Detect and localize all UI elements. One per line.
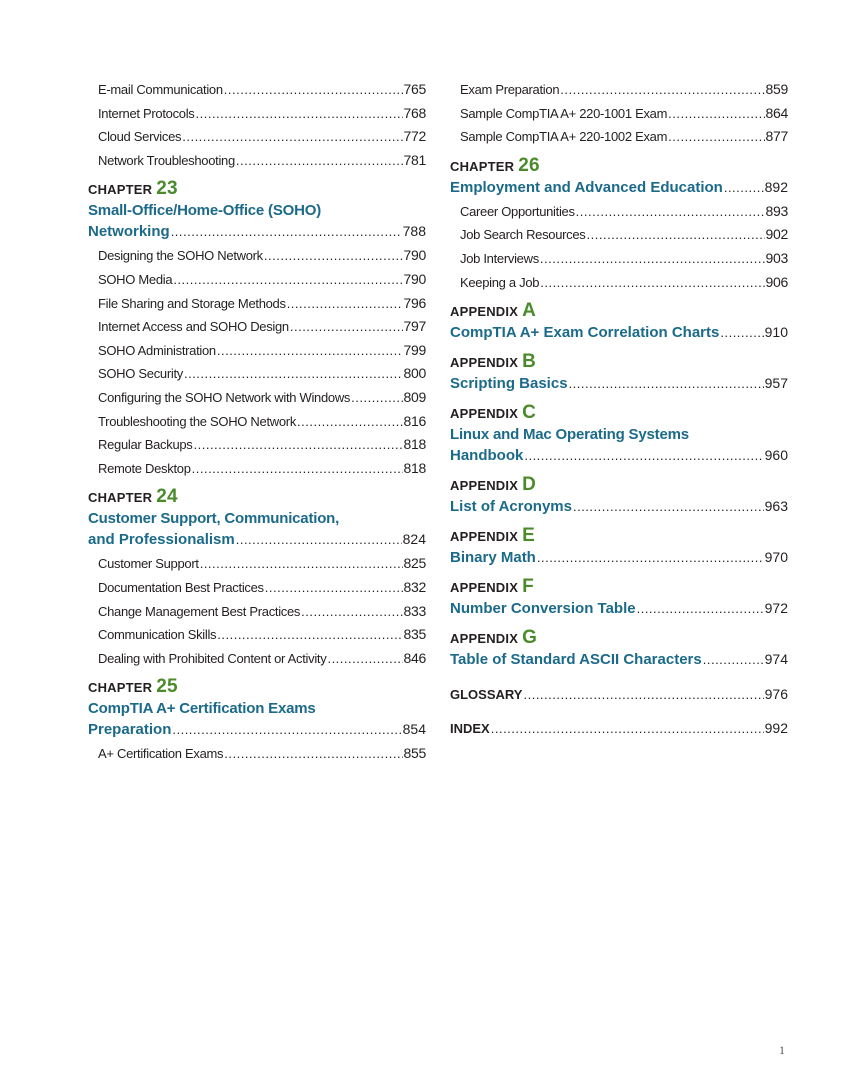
dot-leader: [287, 292, 403, 316]
appendix-title-entry[interactable]: [450, 598, 788, 621]
dot-leader: [703, 649, 764, 670]
entry-page: 765: [403, 81, 426, 97]
dot-leader: [491, 717, 764, 741]
toc-entry[interactable]: [88, 742, 426, 766]
entry-title: Sample CompTIA A+ 220-1002 Exam: [460, 129, 668, 145]
dot-leader: [224, 742, 402, 766]
chapter-24: [88, 486, 426, 670]
entry-page: 781: [403, 151, 426, 168]
index-entry[interactable]: [450, 716, 788, 740]
toc-entry[interactable]: [88, 78, 426, 102]
entry-title: Designing the SOHO Network: [98, 248, 263, 264]
toc-entry[interactable]: [88, 149, 426, 173]
appendix-title: Table of Standard ASCII Characters: [450, 651, 702, 669]
chapter-label: CHAPTER: [450, 158, 515, 174]
toc-entry[interactable]: [450, 78, 788, 102]
appendix-g: [450, 627, 788, 672]
chapter-25: [88, 676, 426, 766]
appendix-c: [450, 402, 788, 468]
dot-leader: [637, 598, 764, 619]
chapter-title: Employment and Advanced Education: [450, 178, 723, 196]
toc-entry[interactable]: [88, 647, 426, 671]
page-number: 1: [779, 1043, 785, 1057]
appendix-title-entry[interactable]: [450, 496, 788, 519]
toc-entry[interactable]: [88, 244, 426, 268]
entry-title: Communication Skills: [98, 627, 217, 643]
entry-page: 877: [765, 128, 788, 145]
dot-leader: [573, 496, 764, 517]
toc-entry[interactable]: [88, 292, 426, 316]
chapter-page: 892: [764, 178, 788, 195]
dot-leader: [265, 576, 403, 600]
entry-title: Job Interviews: [460, 250, 539, 266]
entry-title: Documentation Best Practices: [98, 579, 264, 595]
appendix-heading: [450, 525, 788, 547]
dot-leader: [560, 78, 764, 102]
toc-entry[interactable]: [88, 410, 426, 434]
toc-entry[interactable]: [88, 552, 426, 576]
dot-leader: [182, 125, 402, 149]
toc-entry[interactable]: [88, 457, 426, 481]
toc-entry[interactable]: [450, 125, 788, 149]
entry-page: 772: [403, 128, 426, 145]
dot-leader: [290, 315, 403, 339]
appendix-label: APPENDIX: [450, 406, 519, 422]
appendix-title-entry[interactable]: [450, 322, 788, 345]
appendix-d: [450, 474, 788, 519]
appendix-title-entry[interactable]: [450, 445, 788, 468]
entry-page: 800: [403, 365, 426, 382]
dot-leader: [720, 322, 763, 343]
entry-title: A+ Certification Exams: [98, 746, 224, 762]
appendix-label: APPENDIX: [450, 304, 519, 320]
entry-title: E-mail Communication: [98, 82, 223, 97]
appendix-title-entry[interactable]: [450, 547, 788, 570]
dot-leader: [523, 683, 763, 707]
dot-leader: [224, 78, 403, 102]
appendix-e: [450, 525, 788, 570]
entry-page: 893: [765, 202, 788, 219]
entry-title: Career Opportunities: [460, 203, 575, 219]
appendix-letter: C: [522, 402, 536, 424]
appendix-label: APPENDIX: [450, 478, 519, 494]
appendix-b: [450, 351, 788, 396]
toc-entry[interactable]: [88, 433, 426, 457]
chapter-page: 824: [402, 531, 426, 548]
toc-entry[interactable]: [450, 102, 788, 126]
chapter-title-entry[interactable]: [450, 177, 788, 200]
chapter-label: CHAPTER: [88, 182, 153, 198]
dot-leader: [236, 529, 402, 550]
chapter-title-entry[interactable]: [88, 719, 426, 742]
index-title: INDEX: [450, 721, 490, 737]
entry-title: Exam Preparation: [460, 82, 560, 97]
chapter-title-entry[interactable]: [88, 529, 426, 552]
appendix-a: [450, 300, 788, 345]
dot-leader: [724, 177, 764, 198]
entry-title: Sample CompTIA A+ 220-1001 Exam: [460, 105, 668, 121]
entry-title: Network Troubleshooting: [98, 152, 235, 168]
chapter-title-line[interactable]: Customer Support, Communication,: [88, 510, 340, 528]
toc-entry[interactable]: [88, 576, 426, 600]
appendix-label: APPENDIX: [450, 529, 519, 545]
dot-leader: [236, 149, 403, 173]
appendix-heading: [450, 351, 788, 373]
appendix-letter: D: [522, 474, 536, 496]
entry-title: SOHO Media: [98, 271, 173, 287]
chapter-page: 788: [402, 223, 426, 240]
entry-page: 855: [403, 745, 426, 762]
appendix-title: Binary Math: [450, 549, 536, 567]
glossary-entry[interactable]: [450, 682, 788, 706]
chapter-heading: [88, 486, 426, 508]
entry-title: SOHO Security: [98, 366, 183, 382]
entry-page: 906: [765, 273, 788, 290]
toc-entry[interactable]: [88, 268, 426, 292]
dot-leader: [668, 125, 764, 149]
chapter-title: and Professionalism: [88, 531, 235, 549]
toc-entry[interactable]: [88, 600, 426, 624]
dot-leader: [524, 445, 763, 466]
chapter-number: 26: [518, 154, 540, 176]
appendix-letter: F: [522, 576, 534, 598]
appendix-title-entry[interactable]: [450, 649, 788, 672]
dot-leader: [194, 433, 403, 457]
toc-entry[interactable]: [88, 386, 426, 410]
chapter-label: CHAPTER: [88, 680, 153, 696]
dot-leader: [172, 719, 401, 740]
chapter-heading: [450, 155, 788, 177]
chapter-title-line[interactable]: Small-Office/Home-Office (SOHO): [88, 202, 322, 220]
toc-entry[interactable]: [88, 102, 426, 126]
appendix-heading: [450, 474, 788, 496]
toc-left-column: [88, 78, 426, 766]
appendix-heading: [450, 627, 788, 649]
appendix-letter: B: [522, 351, 536, 373]
dot-leader: [576, 200, 765, 224]
entry-page: 816: [403, 412, 426, 429]
chapter-heading: [88, 178, 426, 200]
toc-entry[interactable]: [450, 200, 788, 224]
chapter-23: [88, 178, 426, 480]
entry-page: 833: [403, 602, 426, 619]
index-page: 992: [764, 720, 788, 737]
appendix-page: 970: [764, 549, 788, 566]
toc-entry[interactable]: [88, 339, 426, 363]
appendix-letter: G: [522, 627, 538, 649]
chapter-number: 23: [156, 178, 178, 200]
dot-leader: [351, 386, 402, 410]
dot-leader: [196, 102, 403, 126]
dot-leader: [540, 271, 764, 295]
dot-leader: [569, 373, 764, 394]
appendix-title-entry[interactable]: [450, 373, 788, 396]
entry-page: 809: [403, 388, 426, 405]
appendix-heading: [450, 402, 788, 424]
chapter-number: 25: [156, 676, 178, 698]
appendix-title: CompTIA A+ Exam Correlation Charts: [450, 324, 720, 342]
entry-page: 818: [403, 436, 426, 453]
entry-title: Internet Protocols: [98, 105, 195, 121]
appendix-page: 910: [764, 324, 788, 341]
appendix-page: 960: [764, 447, 788, 464]
entry-page: 903: [765, 249, 788, 266]
appendix-label: APPENDIX: [450, 580, 519, 596]
toc-entry[interactable]: [88, 362, 426, 386]
glossary-title: GLOSSARY: [450, 687, 523, 703]
entry-page: 902: [765, 226, 788, 243]
dot-leader: [540, 247, 765, 271]
appendix-label: APPENDIX: [450, 631, 519, 647]
toc-entry[interactable]: [88, 125, 426, 149]
dot-leader: [297, 410, 403, 434]
entry-page: 768: [403, 104, 426, 121]
chapter-title: Networking: [88, 223, 170, 241]
entry-page: 790: [403, 247, 426, 264]
chapter-page: 854: [402, 721, 426, 738]
entry-page: 799: [403, 341, 426, 358]
entry-page: 818: [403, 459, 426, 476]
chapter-number: 24: [156, 486, 178, 508]
entry-title: Job Search Resources: [460, 227, 586, 243]
appendix-title: Number Conversion Table: [450, 600, 636, 618]
appendix-page: 974: [764, 651, 788, 668]
entry-title: Troubleshooting the SOHO Network: [98, 413, 297, 429]
toc-entry[interactable]: [450, 247, 788, 271]
entry-page: 797: [403, 318, 426, 335]
appendix-title: Scripting Basics: [450, 375, 568, 393]
appendix-title: Handbook: [450, 447, 524, 465]
entry-title: Dealing with Prohibited Content or Activity: [98, 650, 327, 666]
chapter-26: [450, 155, 788, 294]
entry-page: 832: [403, 578, 426, 595]
dot-leader: [217, 623, 402, 647]
appendix-heading: [450, 576, 788, 598]
entry-title: Customer Support: [98, 556, 199, 572]
appendix-page: 957: [764, 375, 788, 392]
appendix-page: 963: [764, 498, 788, 515]
appendix-letter: A: [522, 300, 536, 322]
chapter-heading: [88, 676, 426, 698]
entry-title: Keeping a Job: [460, 274, 540, 290]
dot-leader: [184, 362, 403, 386]
entry-title: SOHO Administration: [98, 342, 216, 358]
dot-leader: [327, 647, 402, 671]
appendix-title: List of Acronyms: [450, 498, 572, 516]
toc-entry[interactable]: [88, 623, 426, 647]
entry-title: Regular Backups: [98, 437, 193, 453]
entry-page: 859: [765, 81, 788, 97]
toc-entry[interactable]: [450, 223, 788, 247]
entry-page: 835: [403, 626, 426, 643]
toc-entry[interactable]: [450, 271, 788, 295]
chapter-title-entry[interactable]: [88, 221, 426, 244]
entry-page: 790: [403, 270, 426, 287]
entry-title: Cloud Services: [98, 129, 182, 145]
appendix-label: APPENDIX: [450, 355, 519, 371]
dot-leader: [537, 547, 764, 568]
appendix-f: [450, 576, 788, 621]
toc-entry[interactable]: [88, 315, 426, 339]
entry-page: 846: [403, 649, 426, 666]
dot-leader: [264, 244, 403, 268]
entry-title: File Sharing and Storage Methods: [98, 295, 286, 311]
chapter-title-line[interactable]: CompTIA A+ Certification Exams: [88, 700, 316, 718]
entry-page: 825: [403, 555, 426, 572]
dot-leader: [173, 268, 402, 292]
appendix-title-line[interactable]: Linux and Mac Operating Systems: [450, 426, 689, 444]
entry-title: Internet Access and SOHO Design: [98, 319, 289, 335]
appendix-heading: [450, 300, 788, 322]
chapter-label: CHAPTER: [88, 490, 153, 506]
dot-leader: [301, 600, 402, 624]
dot-leader: [668, 102, 764, 126]
dot-leader: [192, 457, 403, 481]
appendix-page: 972: [764, 600, 788, 617]
toc-right-column: [450, 78, 788, 740]
dot-leader: [587, 223, 765, 247]
entry-page: 864: [765, 104, 788, 121]
glossary-page: 976: [764, 686, 788, 703]
dot-leader: [217, 339, 403, 363]
entry-title: Remote Desktop: [98, 460, 191, 476]
entry-page: 796: [403, 294, 426, 311]
entry-title: Configuring the SOHO Network with Windows: [98, 389, 351, 405]
appendix-letter: E: [522, 525, 535, 547]
entry-title: Change Management Best Practices: [98, 603, 301, 619]
dot-leader: [200, 552, 403, 576]
chapter-title: Preparation: [88, 721, 172, 739]
dot-leader: [171, 221, 402, 242]
